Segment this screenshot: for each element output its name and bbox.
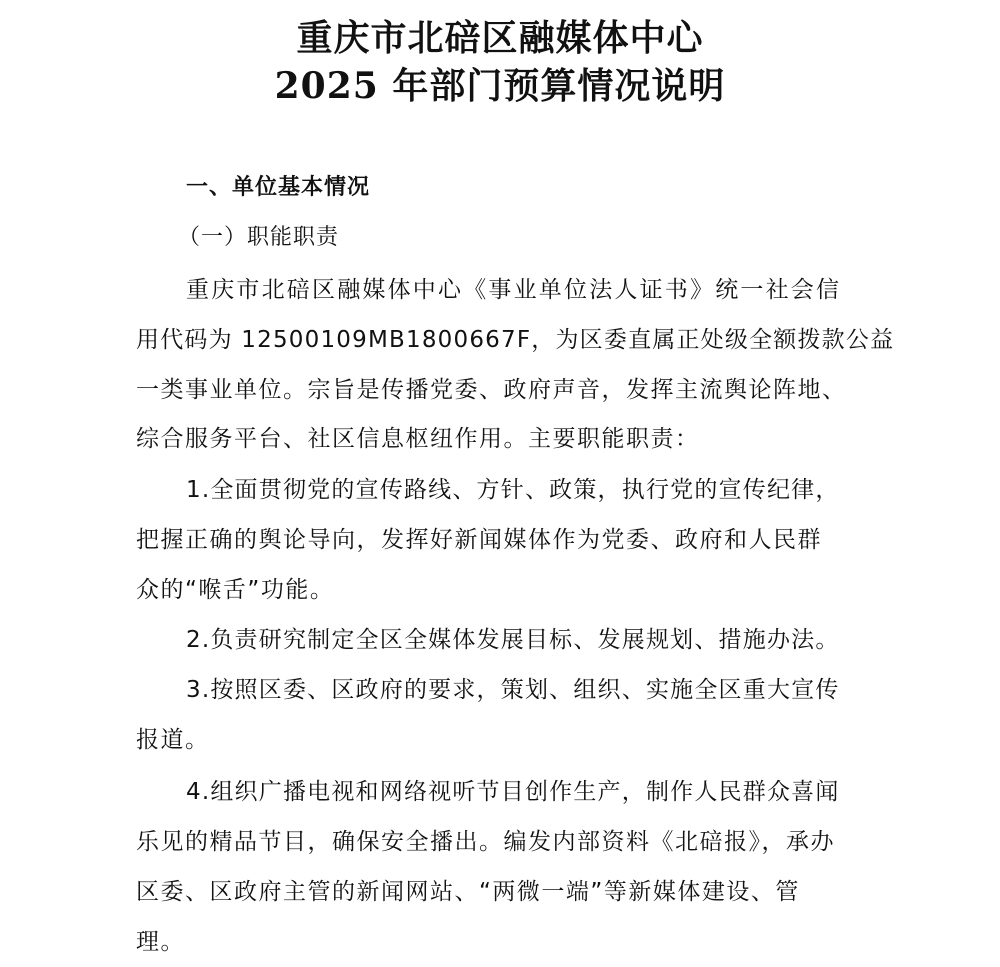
function-item-line: 众的“喉舌”功能。 xyxy=(136,577,335,603)
function-item-line: 区委、区政府主管的新闻网站、“两微一端”等新媒体建设、管 xyxy=(136,879,800,905)
intro-paragraph-line: 一类事业单位。宗旨是传播党委、政府声音，发挥主流舆论阵地、 xyxy=(136,377,847,403)
function-item-line: 4.组织广播电视和网络视听节目创作生产，制作人民群众喜闻 xyxy=(186,779,840,805)
function-item-line: 理。 xyxy=(136,929,185,955)
document-title-line-1: 重庆市北碚区融媒体中心 xyxy=(296,17,704,59)
function-item-line: 1.全面贯彻党的宣传路线、方针、政策，执行党的宣传纪律， xyxy=(186,477,840,503)
intro-paragraph-line: 重庆市北碚区融媒体中心《事业单位法人证书》统一社会信 xyxy=(186,277,842,303)
function-item-line: 乐见的精品节目，确保安全播出。编发内部资料《北碚报》，承办 xyxy=(136,829,835,855)
intro-paragraph-line: 用代码为 12500109MB1800667F，为区委直属正处级全额拨款公益 xyxy=(136,327,895,353)
intro-paragraph-line: 综合服务平台、社区信息枢纽作用。主要职能职责： xyxy=(136,426,700,452)
function-item-line: 3.按照区委、区政府的要求，策划、组织、实施全区重大宣传 xyxy=(186,677,840,703)
document-title-line-2: 2025 年部门预算情况说明 xyxy=(274,65,726,107)
function-item-line: 报道。 xyxy=(136,727,210,753)
function-item-line: 2.负责研究制定全区全媒体发展目标、发展规划、措施办法。 xyxy=(186,627,840,653)
subsection-heading-functions: （一）职能职责 xyxy=(178,225,340,250)
section-heading-basic-info: 一、单位基本情况 xyxy=(186,175,371,200)
function-item-line: 把握正确的舆论导向，发挥好新闻媒体作为党委、政府和人民群 xyxy=(136,527,822,553)
